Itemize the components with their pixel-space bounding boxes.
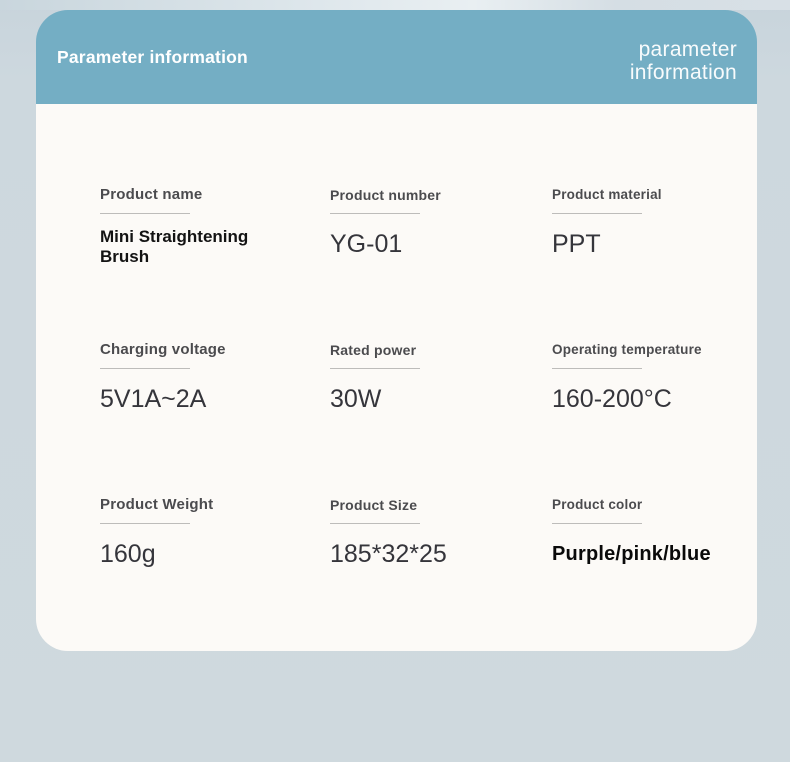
parameter-value: Mini Straightening Brush [100,227,249,266]
parameter-grid [36,104,757,651]
parameter-value: Purple/pink/blue [552,543,711,565]
parameter-value: 30W [330,385,382,413]
card-body [36,104,757,651]
label-underline [100,368,190,369]
parameter-cell-rated-power [330,341,552,496]
label-underline [330,368,420,369]
parameter-cell-product-number [330,186,552,341]
parameter-value: PPT [552,230,601,258]
label-underline [552,523,642,524]
parameter-value: YG-01 [330,230,403,258]
parameter-cell-charging-voltage [100,341,330,496]
page-background-sheen [0,0,790,10]
parameter-cell-product-weight [100,496,330,651]
label-underline [330,523,420,524]
parameter-cell-product-material [552,186,757,341]
label-underline [100,523,190,524]
parameter-cell-product-color [552,496,757,651]
card-header [36,10,757,104]
parameter-card [36,10,757,651]
parameter-label: Product Size [330,497,418,513]
parameter-label: Rated power [330,342,417,358]
header-title-secondary [630,38,737,85]
label-underline [552,368,642,369]
parameter-cell-product-name [100,186,330,341]
header-title-secondary-line1: parameter [638,37,737,61]
parameter-value: 160-200°C [552,385,672,413]
parameter-label: Product name [100,186,203,203]
header-title: Parameter information [57,46,248,67]
parameter-label: Product Weight [100,496,214,513]
parameter-label: Product material [552,187,662,202]
label-underline [552,213,642,214]
label-underline [100,213,190,214]
label-underline [330,213,420,214]
parameter-cell-operating-temperature [552,341,757,496]
parameter-value: 185*32*25 [330,540,447,568]
parameter-label: Product number [330,187,441,203]
parameter-label: Charging voltage [100,341,226,358]
parameter-label: Operating temperature [552,342,702,357]
parameter-value: 160g [100,540,156,568]
parameter-value: 5V1A~2A [100,385,207,413]
parameter-label: Product color [552,497,643,512]
header-title-secondary-line2: information [629,61,737,84]
parameter-cell-product-size [330,496,552,651]
